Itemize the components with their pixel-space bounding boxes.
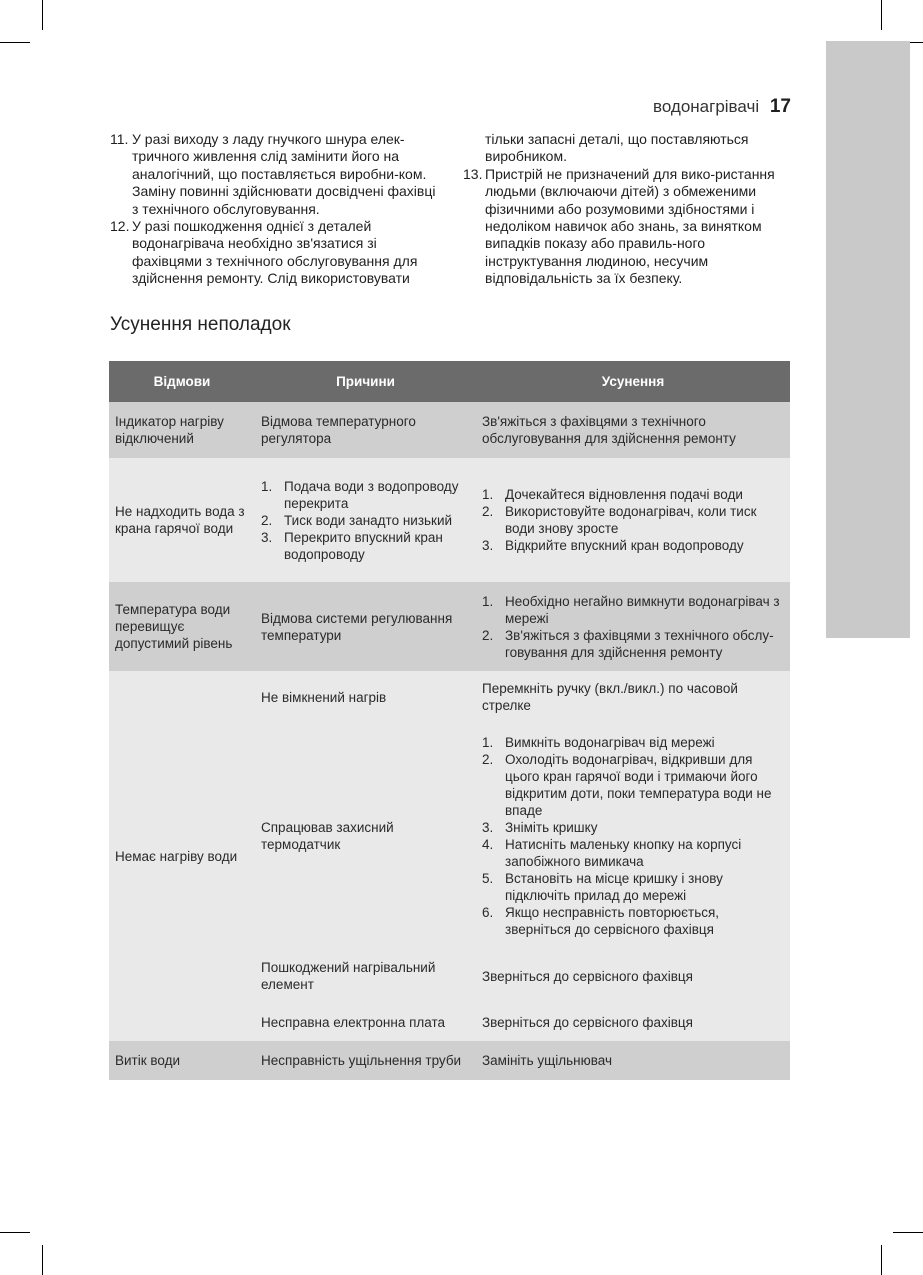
- fault-cell: Немає нагріву води: [109, 671, 255, 1041]
- table-row: [109, 458, 790, 582]
- fix-cell: Зверніться до сервісного фахівця: [476, 1003, 790, 1041]
- fault-cell: Не надходить вода з крана гарячої води: [109, 458, 255, 582]
- fix-cell: Перемкніть ручку (вкл./викл.) по часовой стрелке: [476, 671, 790, 723]
- list-item: 1. Вимкніть водонагрівач від мережі: [482, 735, 715, 750]
- list-item: 3. Зніміть кришку: [482, 820, 598, 835]
- list-item: [463, 166, 798, 288]
- list-item: 3. Відкрийте впускний кран водопроводу: [482, 538, 744, 553]
- table-row: [109, 582, 790, 671]
- item-number: 12.: [110, 218, 130, 235]
- item-text: У разі виходу з ладу гнучкого шнура елек-тричного живлення слід замінити його на аналогічний, що поставляється виробни-ком. Заміну повинні здійснювати досвідчені фахівці з технічного обслуговування.: [132, 131, 436, 217]
- fix-list: [482, 486, 784, 554]
- list-item: 1. Дочекайтеся відновлення подачі води: [482, 487, 743, 502]
- list-item: [110, 218, 445, 288]
- table-row: [109, 671, 790, 723]
- crop-mark: [881, 0, 882, 30]
- crop-mark: [893, 1232, 923, 1233]
- cause-cell: Пошкоджений нагрівальний елемент: [255, 949, 476, 1003]
- fix-cell: Зв'яжіться з фахівцями з технічного обслуговування для здійснення ремонту: [476, 402, 790, 458]
- crop-mark: [42, 0, 43, 30]
- fault-cell: Індикатор нагріву відключений: [109, 402, 255, 458]
- section-title: Усунення неполадок: [110, 314, 291, 335]
- crop-mark: [0, 42, 30, 43]
- page-header: [653, 96, 791, 118]
- list-item: 2. Використовуйте водонагрівач, коли тиск води знову зросте: [482, 504, 757, 536]
- fix-list: [482, 593, 784, 661]
- list-item: [110, 131, 445, 218]
- fix-cell: [476, 582, 790, 671]
- item-text: тільки запасні деталі, що поставляються виробником.: [485, 131, 749, 165]
- cause-cell: Несправна електронна плата: [255, 1003, 476, 1041]
- item-text: Пристрій не призначений для вико-ристання людьми (включаючи дітей) з обмеженими фізичними або розумовими здібностями і недоліком навичок або знань, за винятком випадків показу або правиль-ного інструктування людиною, несучим відповідальність за їх безпеку.: [485, 165, 775, 287]
- intro-right-column: [463, 131, 798, 288]
- item-number: 13.: [463, 165, 483, 182]
- list-item: 2. Зв'яжіться з фахівцями з технічного обслу-говування для здійснення ремонту: [482, 627, 774, 660]
- cause-cell: [255, 458, 476, 582]
- column-header: Усунення: [476, 361, 790, 402]
- table-header-row: [109, 361, 790, 402]
- list-item: 1. Подача води з водопроводу перекрита: [261, 478, 459, 511]
- fix-list: [482, 734, 784, 938]
- page-number: 17: [769, 96, 791, 117]
- list-item: 6. Якщо несправність повторюється, зверніться до сервісного фахівця: [482, 905, 720, 937]
- fix-cell: [476, 723, 790, 949]
- fix-cell: [476, 458, 790, 582]
- fix-cell: Зверніться до сервісного фахівця: [476, 949, 790, 1003]
- cause-cell: Несправність ущільнення труби: [255, 1041, 476, 1080]
- list-item: 4. Натисніть маленьку кнопку на корпусі запобіжного вимикача: [482, 837, 742, 869]
- cause-cell: Відмова системи регулювання температури: [255, 582, 476, 671]
- troubleshooting-table: [109, 361, 790, 1080]
- side-tab: [826, 41, 910, 638]
- list-item: 1. Необхідно негайно вимкнути водонагрівач з мережі: [482, 593, 780, 626]
- crop-mark: [42, 1245, 43, 1275]
- list-item: 2. Охолодіть водонагрівач, відкривши для цього кран гарячої води і тримаючи його відкритим доти, поки температура води не впаде: [482, 752, 772, 818]
- column-header: Відмови: [109, 361, 255, 402]
- item-text: У разі пошкодження однієї з деталей водонагрівача необхідно зв'язатися зі фахівцями з технічного обслуговування для здійснення ремонту. Слід використовувати: [132, 218, 418, 287]
- cause-cell: Не вімкнений нагрів: [255, 671, 476, 723]
- list-item: 5. Встановіть на місце кришку і знову підключіть прилад до мережі: [482, 871, 723, 903]
- list-item: 3. Перекрито впускний кран водопроводу: [261, 529, 443, 562]
- cause-cell: Відмова температурного регулятора: [255, 402, 476, 458]
- intro-left-column: [110, 131, 445, 288]
- column-header: Причини: [255, 361, 476, 402]
- fault-cell: Витік води: [109, 1041, 255, 1080]
- fix-cell: Замініть ущільнювач: [476, 1041, 790, 1080]
- cause-list: [261, 478, 470, 563]
- crop-mark: [0, 1232, 30, 1233]
- list-item-continuation: [463, 131, 798, 166]
- table-row: [109, 402, 790, 458]
- table-row: [109, 1041, 790, 1080]
- list-item: 2. Тиск води занадто низький: [261, 512, 453, 528]
- fault-cell: Температура води перевищує допустимий рівень: [109, 582, 255, 671]
- crop-mark: [881, 1245, 882, 1275]
- header-title: водонагрівачі: [652, 97, 760, 116]
- item-number: 11.: [110, 131, 129, 147]
- cause-cell: Спрацював захисний термодатчик: [255, 723, 476, 949]
